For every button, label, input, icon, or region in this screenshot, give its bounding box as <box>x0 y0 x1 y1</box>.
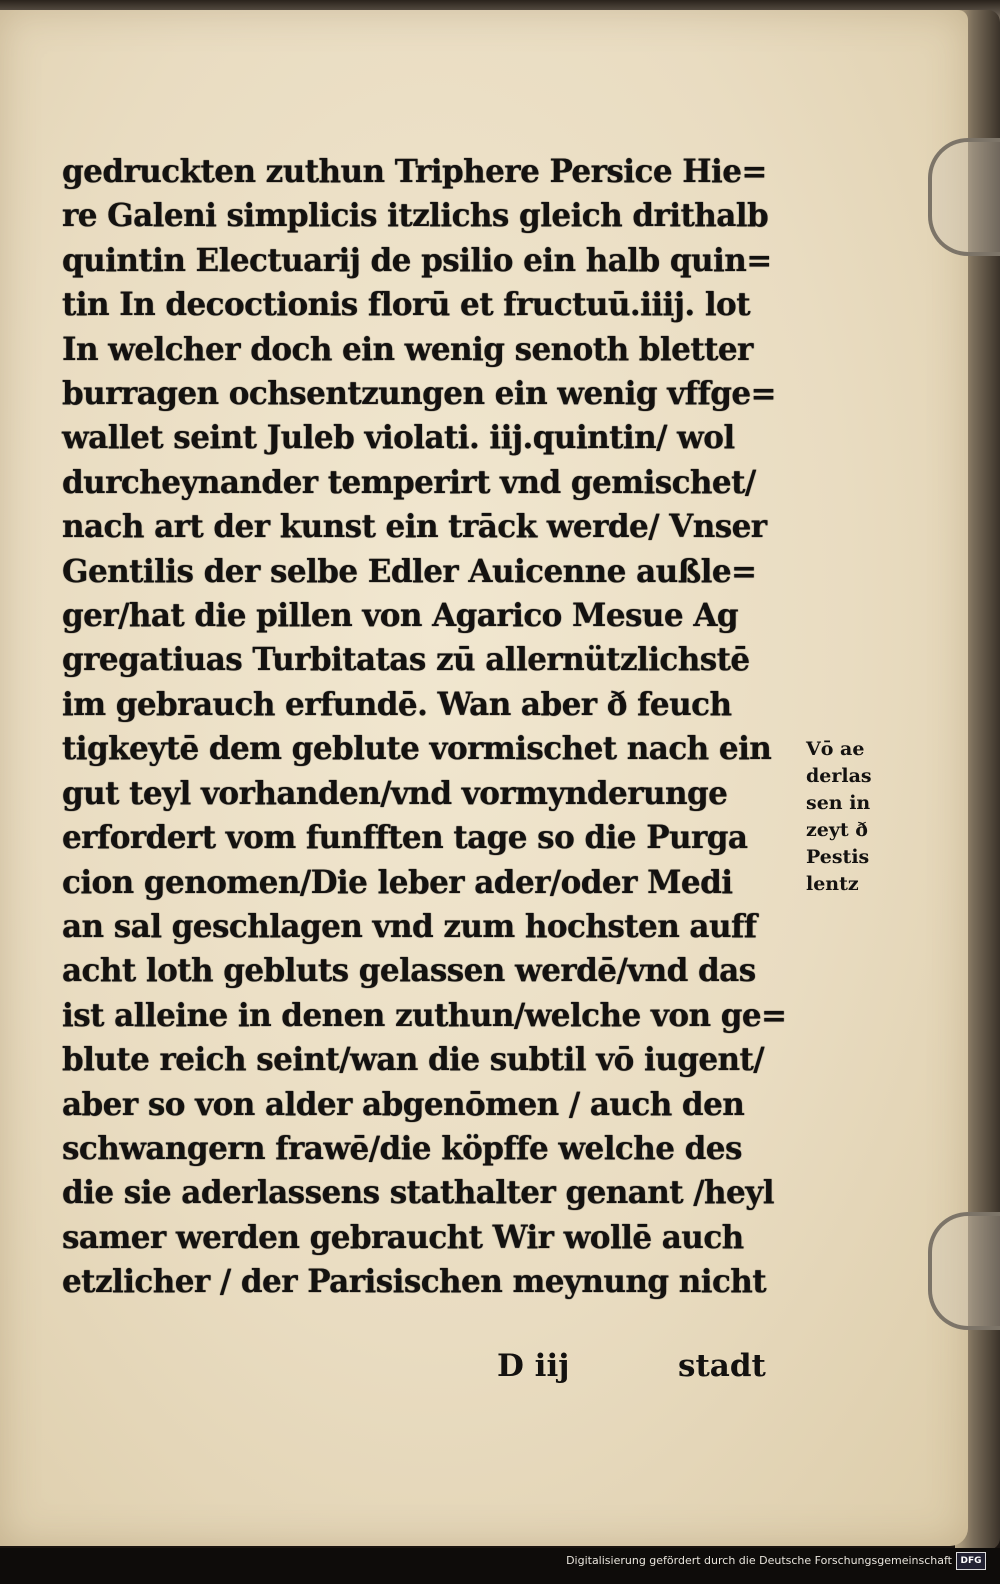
dfg-logo-icon: DFG <box>956 1552 986 1570</box>
marginal-line: Vō ae <box>806 738 865 760</box>
text-line: aber so von alder abgenōmen / auch den <box>62 1085 745 1123</box>
clasp-top-icon <box>928 138 1000 256</box>
marginal-note <box>806 736 916 898</box>
text-line: gedruckten zuthun Triphere Persice Hie= <box>62 153 767 190</box>
text-line: etzlicher / der Parisischen meynung nicht <box>62 1263 767 1301</box>
text-line: nach art der kunst ein trāck werde/ Vnser <box>62 508 767 546</box>
text-line: ist alleine in denen zuthun/welche von ge= <box>62 996 787 1034</box>
text-line: im gebrauch erfundē. Wan aber ð feuch <box>62 685 732 723</box>
text-line: die sie aderlassens stathalter genant /heyl <box>62 1174 774 1212</box>
marginal-line: lentz <box>806 873 859 895</box>
main-text-block <box>62 150 802 1305</box>
text-line: Gentilis der selbe Edler Auicenne außle= <box>62 552 757 590</box>
marginal-line: Pestis <box>806 846 870 868</box>
signature-mark: D iij <box>497 1348 570 1384</box>
text-line: In welcher doch ein wenig senoth bletter <box>62 330 753 368</box>
text-line: ger/hat die pillen von Agarico Mesue Ag <box>62 597 738 635</box>
catchword: stadt <box>678 1348 766 1384</box>
digitization-credit: Digitalisierung gefördert durch die Deutsche Forschungsgemeinschaft <box>566 1554 952 1567</box>
text-line: an sal geschlagen vnd zum hochsten auff <box>62 907 757 945</box>
text-line: schwangern frawē/die köpffe welche des <box>62 1129 742 1167</box>
text-line: cion genomen/Die leber ader/oder Medi <box>62 863 733 901</box>
marginal-line: derlas <box>806 765 872 787</box>
text-line: tigkeytē dem geblute vormischet nach ein <box>62 730 772 768</box>
marginal-line: zeyt ð <box>806 819 868 841</box>
text-line: gregatiuas Turbitatas zū allernützlichstē <box>62 641 750 679</box>
text-line: re Galeni simplicis itzlichs gleich drithalb <box>62 197 769 235</box>
clasp-bottom-icon <box>928 1212 1000 1330</box>
text-line: gut teyl vorhanden/vnd vormynderunge <box>62 774 728 812</box>
marginal-line: sen in <box>806 792 871 814</box>
text-line: quintin Electuarij de psilio ein halb quin= <box>62 241 772 279</box>
text-line: samer werden gebraucht Wir wollē auch <box>62 1218 744 1256</box>
text-line: erfordert vom funfften tage so die Purga <box>62 819 748 857</box>
text-line: tin In decoctionis florū et fructuū.iiij. lot <box>62 286 750 324</box>
text-line: durcheynander temperirt vnd gemischet/ <box>62 463 756 501</box>
text-line: blute reich seint/wan die subtil vō iugent/ <box>62 1041 765 1079</box>
text-line: acht loth gebluts gelassen werdē/vnd das <box>62 952 756 990</box>
text-line: burragen ochsentzungen ein wenig vffge= <box>62 375 777 413</box>
text-line: wallet seint Juleb violati. iij.quintin/ wol <box>62 419 735 457</box>
